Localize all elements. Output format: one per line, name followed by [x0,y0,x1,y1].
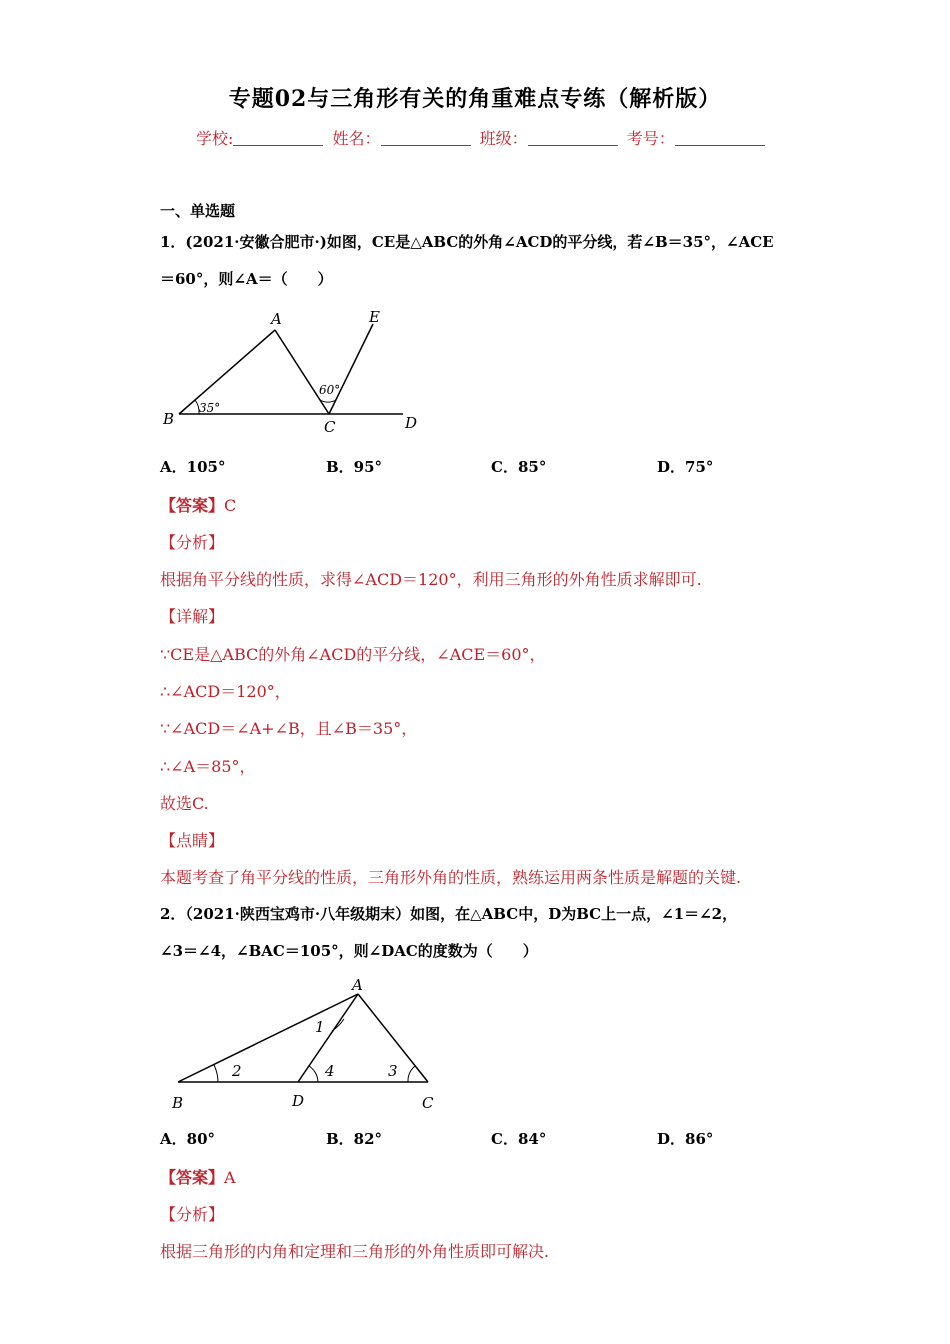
school-label: 学校: [196,129,234,148]
q1-detail-step-2: ∴∠ACD＝120°， [160,682,291,701]
q2-option-c[interactable]: C．84° [491,1130,547,1148]
q1-figure [155,300,435,440]
q1-segment-ba [179,330,275,414]
q1-detail-step-3: ∵∠ACD＝∠A+∠B，且∠B＝35°， [160,719,418,738]
q1-stem-line1: 1．(2021·安徽合肥市·)如图，CE是△ABC的外角∠ACD的平分线，若∠B＝35°，∠ACE [160,233,774,251]
q1-answer-row [160,493,236,516]
q1-angle-ace-label: 60° [319,383,341,397]
section-heading: 一、单选题 [160,202,236,220]
q1-label-e: E [369,308,380,326]
q2-label-a: A [352,976,363,994]
exam-no-label: 考号： [626,129,675,148]
q2-option-b[interactable]: B．82° [326,1130,383,1148]
q1-segment-ac [275,330,329,414]
name-blank[interactable] [381,131,471,146]
q1-detail-label: 【详解】 [160,607,225,626]
q2-label-b: B [172,1094,184,1112]
name-label: 姓名： [332,129,381,148]
q1-answer-value: C [224,496,237,515]
q1-angle-ace-arc [320,400,336,402]
q1-comment-text: 本题考查了角平分线的性质，三角形外角的性质，熟练运用两条性质是解题的关键. [160,868,742,887]
q1-label-c: C [324,418,336,436]
q2-angle-2-label: 2 [232,1062,242,1080]
student-info-line [196,126,769,149]
q2-angle-3-label: 3 [388,1062,398,1080]
q2-answer-label: 【答案】 [160,1168,225,1187]
q2-option-a[interactable]: A．80° [160,1130,216,1148]
q1-label-d: D [405,414,418,432]
q2-figure [160,970,460,1115]
q1-detail-step-4: ∴∠A＝85°， [160,757,256,776]
q2-angle-3-arc [408,1066,415,1082]
page-title: 专题02与三角形有关的角重难点专练（解析版） [228,86,722,112]
q2-angle-4-arc [309,1066,318,1082]
q2-answer-row [160,1165,236,1188]
q2-analysis-text: 根据三角形的内角和定理和三角形的外角性质即可解决. [160,1242,550,1261]
q1-option-d[interactable]: D．75° [657,458,714,476]
exam-no-blank[interactable] [675,131,765,146]
q2-angle-1-arc [332,1019,344,1031]
q2-stem-line1: 2．（2021·陕西宝鸡市·八年级期末）如图，在△ABC中，D为BC上一点，∠1＝∠2， [160,905,738,923]
class-blank[interactable] [528,131,618,146]
q2-angle-1-label: 1 [315,1018,325,1036]
q1-stem-line2: ＝60°，则∠A＝（ ） [160,270,333,288]
q1-label-b: B [163,410,175,428]
class-label: 班级： [479,129,528,148]
q1-answer-label: 【答案】 [160,496,225,515]
q1-option-c[interactable]: C．85° [491,458,547,476]
q1-option-b[interactable]: B．95° [326,458,383,476]
q2-label-c: C [422,1094,434,1112]
q2-angle-4-label: 4 [325,1062,335,1080]
q2-label-d: D [292,1092,305,1110]
q1-option-a[interactable]: A．105° [160,458,226,476]
q2-stem-line2: ∠3＝∠4，∠BAC＝105°，则∠DAC的度数为（ ） [160,942,538,960]
q2-option-d[interactable]: D．86° [657,1130,714,1148]
q1-label-a: A [271,310,282,328]
q2-answer-value: A [224,1168,236,1187]
q1-angle-b-label: 35° [199,401,221,415]
q1-analysis-label: 【分析】 [160,533,225,552]
q1-comment-label: 【点睛】 [160,831,225,850]
q1-detail-step-5: 故选C. [160,794,209,813]
q1-detail-step-1: ∵CE是△ABC的外角∠ACD的平分线，∠ACE＝60°， [160,645,546,664]
q2-analysis-label: 【分析】 [160,1205,225,1224]
school-blank[interactable] [233,131,323,146]
q1-analysis-text: 根据角平分线的性质，求得∠ACD＝120°，利用三角形的外角性质求解即可. [160,570,702,589]
q2-angle-2-arc [214,1065,218,1082]
